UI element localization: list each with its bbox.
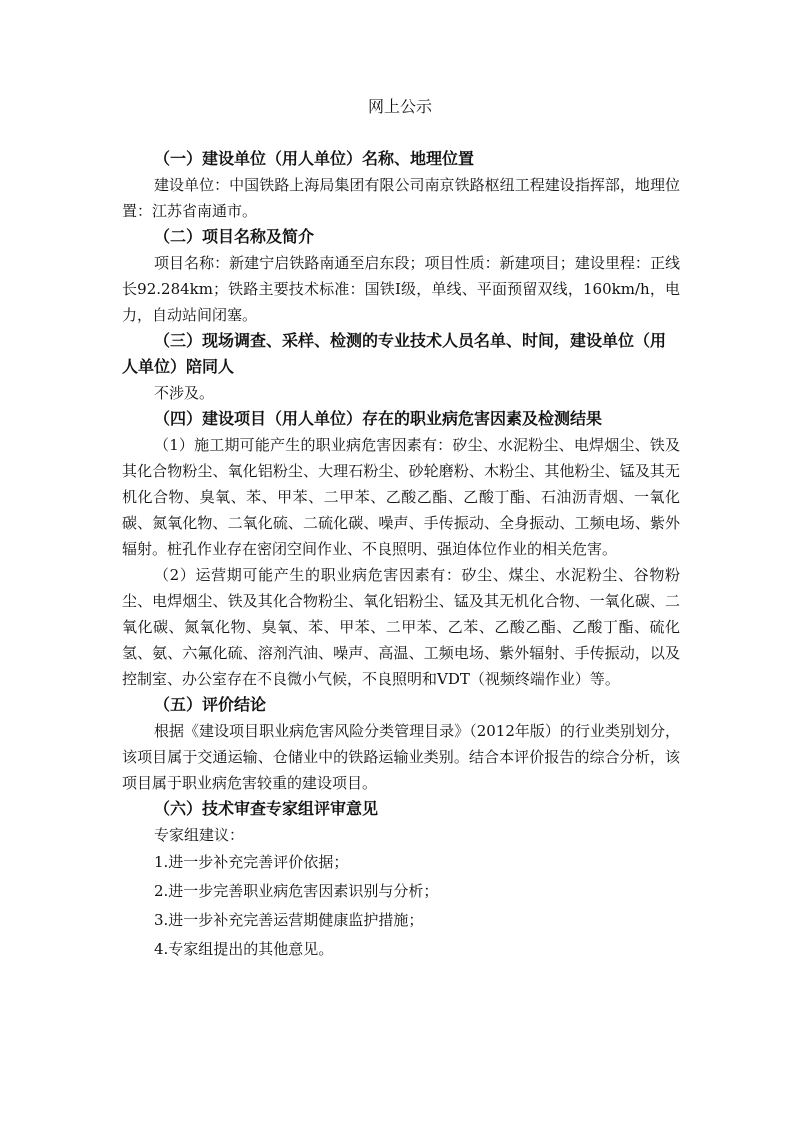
section-heading-6: （六）技术审查专家组评审意见 (154, 799, 379, 818)
section-heading-4: （四）建设项目（用人单位）存在的职业病危害因素及检测结果 (154, 409, 603, 428)
section-3-paragraph: 不涉及。 (154, 384, 215, 402)
section-4-paragraph-construction: （1）施工期可能产生的职业病危害因素有：矽尘、水泥粉尘、电焊烟尘、铁及其化合物粉尘、氧化铝粉尘、大理石粉尘、砂轮磨粉、木粉尘、其他粉尘、锰及其无机化合物、臭氧、苯、甲苯、二甲苯、乙酸乙酯、乙酸丁酯、石油沥青烟、一氧化碳、氮氧化物、二氧化硫、二硫化碳、噪声、手传振动、全身振动、工频电场、紫外辐射。桩孔作业存在密闭空间作业、不良照明、强迫体位作业的相关危害。 (122, 436, 680, 558)
section-heading-2: （二）项目名称及简介 (154, 227, 315, 246)
expert-suggestion-item: 2.进一步完善职业病危害因素识别与分析； (154, 882, 439, 900)
section-2-paragraph: 项目名称：新建宁启铁路南通至启东段；项目性质：新建项目；建设里程：正线长92.284km；铁路主要技术标准：国铁Ⅰ级，单线、平面预留双线，160km/h，电力，自动站间闭塞。 (122, 254, 680, 324)
section-1-paragraph: 建设单位：中国铁路上海局集团有限公司南京铁路枢纽工程建设指挥部，地理位置：江苏省南通市。 (122, 176, 680, 220)
section-heading-5: （五）评价结论 (154, 695, 267, 714)
expert-suggestion-item: 4.专家组提出的其他意见。 (154, 940, 334, 958)
section-heading-3: （三）现场调查、采样、检测的专业技术人员名单、时间，建设单位（用人单位）陪同人 (122, 331, 667, 376)
section-5-paragraph: 根据《建设项目职业病危害风险分类管理目录》（2012年版）的行业类别划分，该项目属于交通运输、仓储业中的铁路运输业类别。结合本评价报告的综合分析，该项目属于职业病危害较重的建设项目。 (122, 722, 680, 792)
section-4-paragraph-operation: （2）运营期可能产生的职业病危害因素有：矽尘、煤尘、水泥粉尘、谷物粉尘、电焊烟尘、铁及其化合物粉尘、氧化铝粉尘、锰及其无机化合物、一氧化碳、二氧化碳、氮氧化物、臭氧、苯、甲苯、二甲苯、乙苯、乙酸乙酯、乙酸丁酯、硫化氢、氨、六氟化硫、溶剂汽油、噪声、高温、工频电场、紫外辐射、手传振动，以及控制室、办公室存在不良微小气候，不良照明和VDT（视频终端作业）等。 (122, 566, 680, 688)
section-6-paragraph: 专家组建议： (154, 826, 245, 844)
expert-suggestion-item: 1.进一步补充完善评价依据； (154, 853, 349, 871)
section-heading-1: （一）建设单位（用人单位）名称、地理位置 (154, 149, 475, 168)
page-title: 网上公示 (367, 97, 432, 116)
document-body (122, 146, 680, 964)
expert-suggestion-item: 3.进一步补充完善运营期健康监护措施； (154, 911, 424, 929)
